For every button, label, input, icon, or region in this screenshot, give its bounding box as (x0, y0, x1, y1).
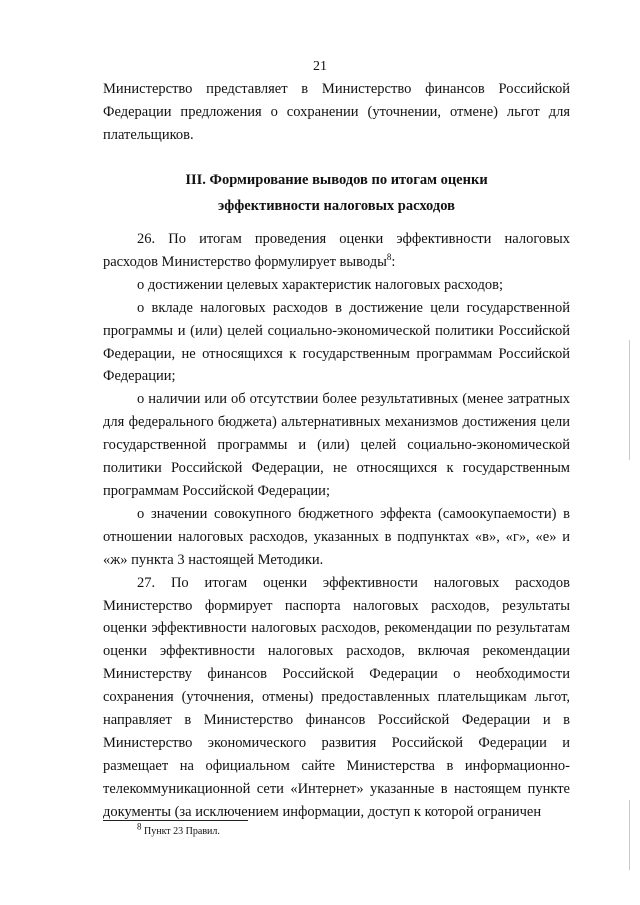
scan-edge-mark (629, 340, 630, 460)
section-heading (103, 167, 570, 219)
footnote (137, 821, 220, 838)
list-item-2: о вкладе налоговых расходов в достижение цели государственной программы и (или) целей социально-экономической политики Российской Федерации, не относящихся к государственным программам Российской Федерации; (103, 299, 570, 385)
footnote-separator (103, 820, 248, 821)
paragraph-27: 27. По итогам оценки эффективности налоговых расходов Министерство формирует паспорта налоговых расходов, результаты оценки эффективности налоговых расходов, рекомендации по результатам оценки эффективности налоговых расходов, включая рекомендации Министерству финансов Российской Федерации о необходимости сохранения (уточнения, отмены) предоставленных плательщикам льгот, направляет в Министерство финансов Российской Федерации и в Министерство экономического развития Российской Федерации и размещает на официальном сайте Министерства в информационно-телекоммуникационной сети «Интернет» указанные в настоящем пункте документы (за исключением информации, доступ к которой ограничен (103, 574, 570, 820)
intro-paragraph-block (103, 78, 570, 147)
list-item-4: о значении совокупного бюджетного эффекта (самоокупаемости) в отношении налоговых расходов, указанных в подпунктах «в», «г», «е» и «ж» пункта 3 настоящей Методики. (103, 505, 570, 568)
footnote-text: Пункт 23 Правил. (141, 826, 220, 837)
paragraph-26-colon: : (391, 253, 396, 270)
scan-edge-mark (629, 800, 630, 870)
paragraph-26 (103, 228, 570, 274)
footnote-number: 8 (137, 821, 142, 832)
footnote-reference: 8 (386, 252, 392, 263)
section-heading-line-2: эффективности налоговых расходов (218, 198, 455, 214)
list-item-3: о наличии или об отсутствии более результативных (менее затратных для федерального бюджета) альтернативных механизмов достижения цели государственной программы и (или) целей социально-экономической политики Российской Федерации, не относящихся к государственным программам Российской Федерации; (103, 391, 570, 499)
main-text (103, 228, 570, 824)
page-number: 21 (313, 59, 327, 74)
section-heading-line-1: III. Формирование выводов по итогам оценки (185, 172, 488, 188)
list-item-1: о достижении целевых характеристик налоговых расходов; (137, 276, 503, 293)
paragraph-26-text: 26. По итогам проведения оценки эффективности налоговых расходов Министерство формулирует выводы (103, 231, 570, 270)
intro-paragraph: Министерство представляет в Министерство финансов Российской Федерации предложения о сохранении (уточнении, отмене) льгот для плательщиков. (103, 81, 570, 143)
